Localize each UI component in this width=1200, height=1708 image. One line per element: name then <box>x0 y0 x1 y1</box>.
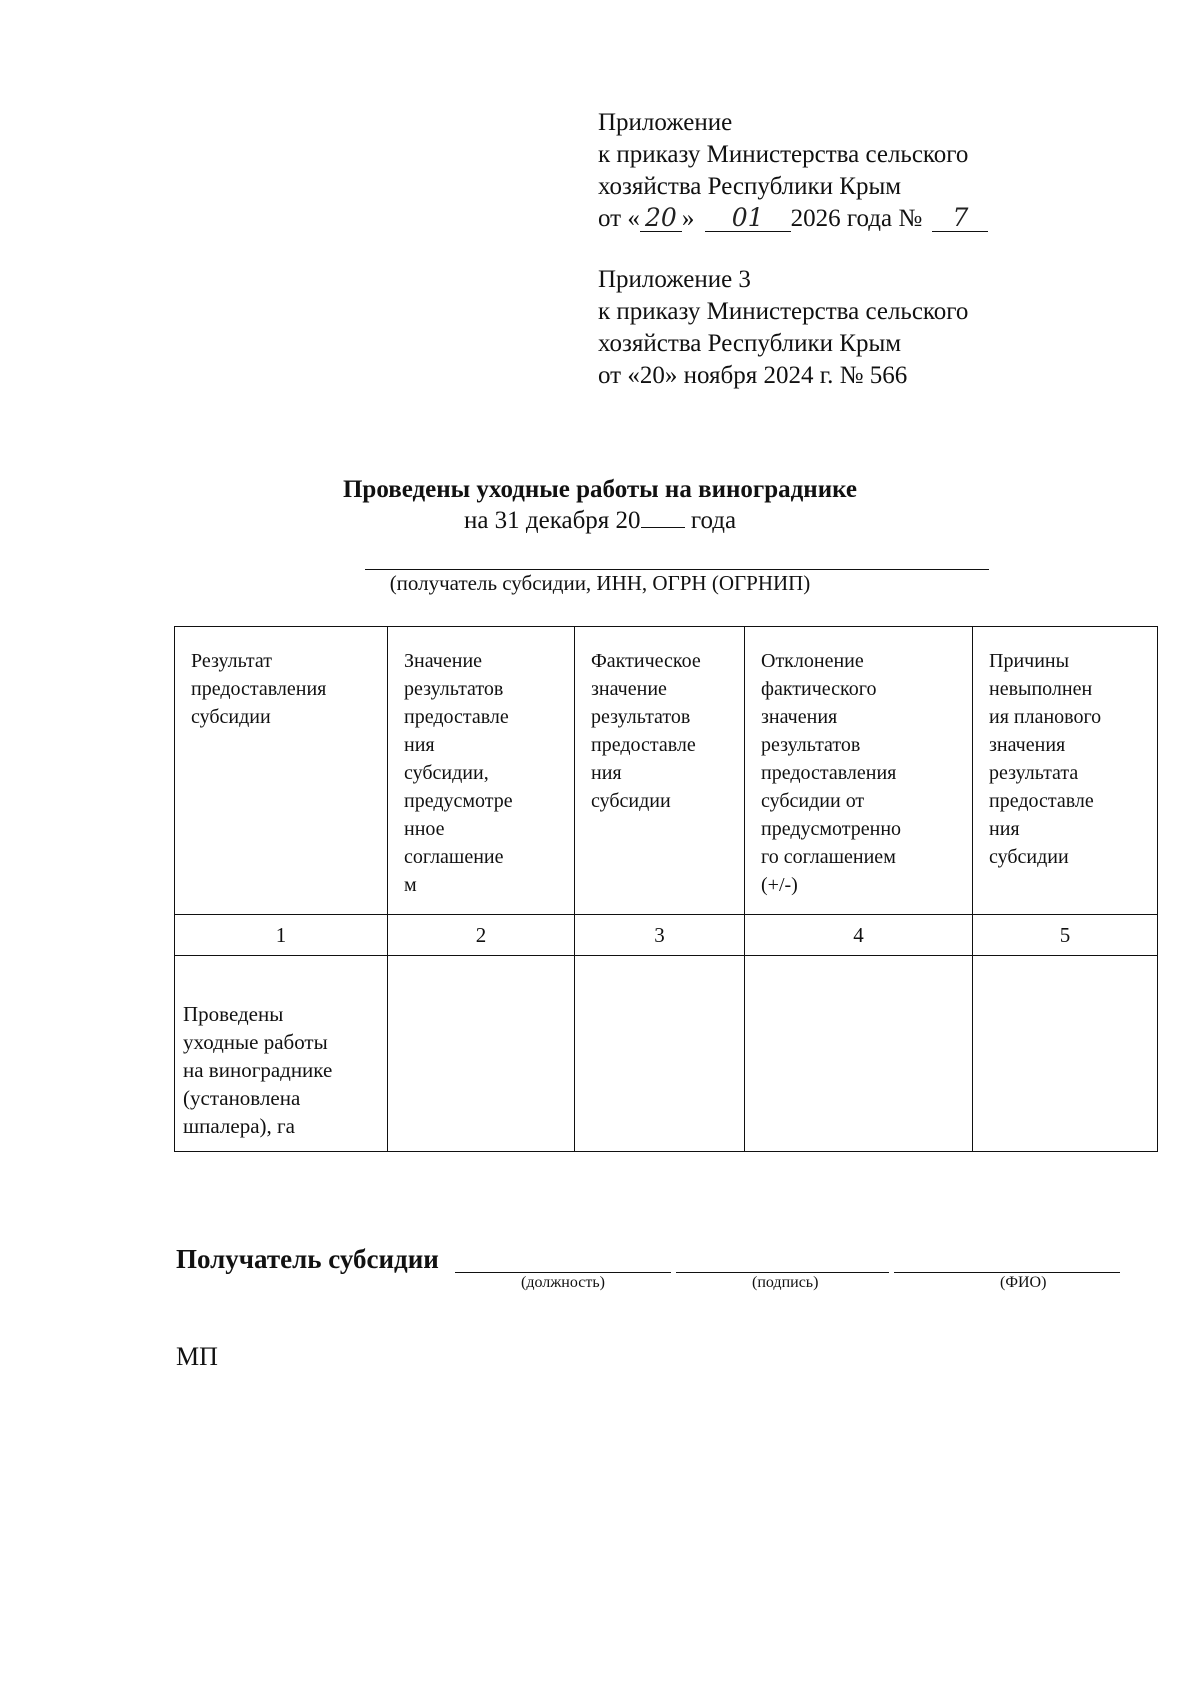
appendix-date-line <box>598 203 988 235</box>
appendix-title: Приложение <box>598 109 733 136</box>
date-prefix: от « <box>598 205 640 232</box>
column-number: 5 <box>973 915 1158 956</box>
header-cell: Результат предоставления субсидии <box>175 627 388 915</box>
signature-label: Получатель субсидии <box>176 1244 439 1274</box>
reasons-cell[interactable] <box>973 956 1158 1152</box>
position-caption: (должность) <box>521 1274 605 1291</box>
document-title: Проведены уходные работы на винограднике <box>342 476 857 503</box>
signature-line[interactable] <box>676 1272 889 1273</box>
subtitle-suffix: года <box>690 507 737 534</box>
year-blank <box>641 507 685 528</box>
stamp-label: МП <box>176 1342 218 1371</box>
document-subtitle <box>0 507 1200 535</box>
recipient-line <box>365 569 989 570</box>
appendix-ministry: хозяйства Республики Крым <box>598 173 902 200</box>
appendix-header <box>598 107 988 235</box>
name-caption: (ФИО) <box>1000 1274 1047 1291</box>
date-mid: » <box>681 205 695 232</box>
appendix3-title: Приложение 3 <box>598 266 751 293</box>
recipient-caption: (получатель субсидии, ИНН, ОГРН (ОГРНИП) <box>389 571 811 595</box>
appendix3-order-ref: к приказу Министерства сельского <box>598 298 969 325</box>
column-number: 3 <box>575 915 745 956</box>
position-line[interactable] <box>455 1272 671 1273</box>
date-year: 2026 года № <box>790 205 923 232</box>
results-table <box>174 626 1158 1152</box>
actual-value-cell[interactable] <box>575 956 745 1152</box>
subtitle-prefix: на 31 декабря 20 <box>463 507 641 534</box>
signature-caption: (подпись) <box>752 1274 819 1291</box>
appendix-order-ref: к приказу Министерства сельского <box>598 141 969 168</box>
handwritten-month: 01 <box>705 205 791 232</box>
table-header-row <box>175 627 1158 915</box>
column-number: 1 <box>175 915 388 956</box>
table-row <box>175 956 1158 1152</box>
deviation-cell[interactable] <box>745 956 973 1152</box>
planned-value-cell[interactable] <box>388 956 575 1152</box>
appendix3-date: от «20» ноября 2024 г. № 566 <box>598 362 908 389</box>
header-cell: Фактическое значение результатов предоставле ния субсидии <box>575 627 745 915</box>
result-name-cell: Проведены уходные работы на винограднике (установлена шпалера), га <box>175 956 388 1152</box>
name-line[interactable] <box>894 1272 1120 1273</box>
appendix3-header <box>598 264 968 392</box>
column-number: 2 <box>388 915 575 956</box>
header-cell: Причины невыполнен ия планового значения результата предоставле ния субсидии <box>973 627 1158 915</box>
handwritten-order-number: 7 <box>932 205 988 232</box>
header-cell: Отклонение фактического значения результатов предоставления субсидии от предусмотренно го соглашением (+/-) <box>745 627 973 915</box>
header-cell: Значение результатов предоставле ния субсидии, предусмотре нное соглашение м <box>388 627 575 915</box>
handwritten-day: 20 <box>640 205 682 232</box>
column-number: 4 <box>745 915 973 956</box>
appendix3-ministry: хозяйства Республики Крым <box>598 330 902 357</box>
table-number-row <box>175 915 1158 956</box>
